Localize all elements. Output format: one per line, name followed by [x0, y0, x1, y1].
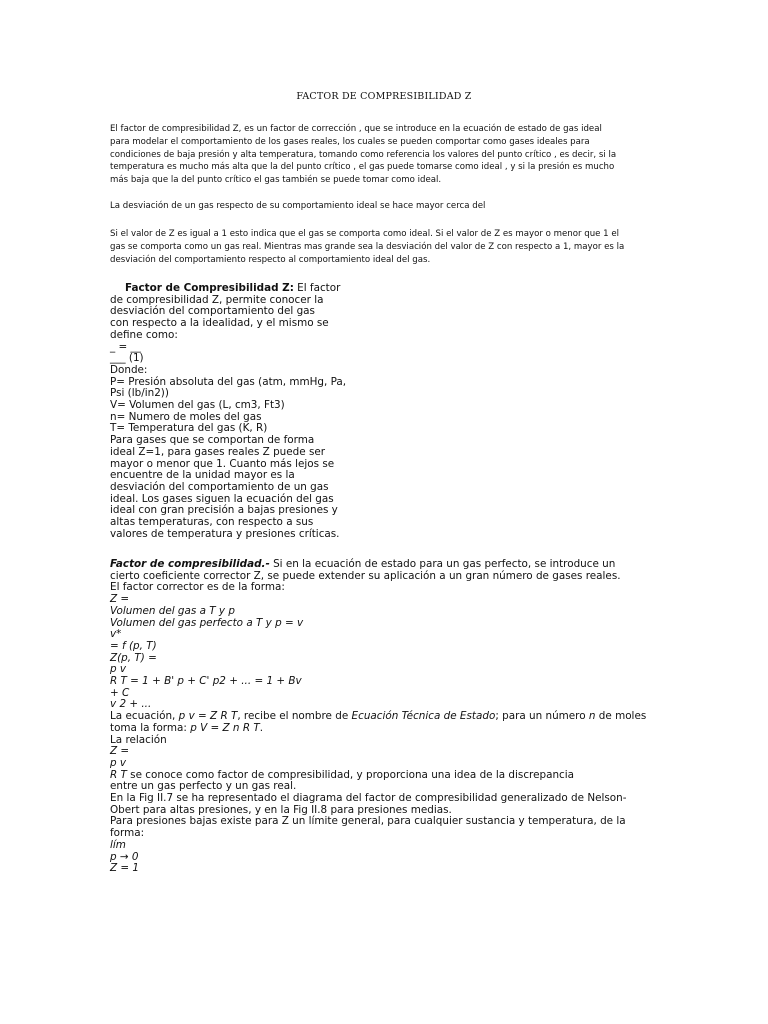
block-heading: Factor de compresibilidad.- — [110, 558, 270, 570]
limit-line: lím — [110, 838, 126, 851]
column-line: Para gases que se comportan de forma — [110, 434, 315, 447]
z-line: Si el valor de Z es igual a 1 esto indica que el gas se comporta como ideal. Si el valor de Z es mayor o menor que 1 el — [110, 229, 620, 239]
column-line: valores de temperatura y presiones críticas. — [110, 527, 340, 540]
deviation-paragraph: La desviación de un gas respecto de su comportamiento ideal se hace mayor cerca del — [110, 201, 486, 211]
column-line: n= Numero de moles del gas — [110, 410, 262, 423]
column-line: desviación del comportamiento del gas — [110, 305, 315, 318]
equation-inline: p v = Z R T — [178, 710, 238, 723]
equation-line: = f (p, T) — [110, 639, 157, 652]
limit-line: p → 0 — [110, 850, 139, 863]
equation-form-line — [110, 723, 670, 735]
text-run: se conoce como factor de compresibilidad, y proporciona una idea de la discrepancia — [126, 768, 574, 781]
intro-line: El factor de compresibilidad Z, es un factor de corrección , que se introduce en la ecuación de estado de gas ideal — [110, 124, 602, 134]
text-run: La ecuación, — [110, 710, 179, 723]
intro-line: temperatura es mucho más alta que la del punto crítico , el gas puede tomarse como ideal , y si la presión es mucho — [110, 162, 615, 173]
text-run: de moles — [595, 710, 647, 723]
equation-line: Z = — [110, 593, 130, 606]
intro-line: condiciones de baja presión y alta temperatura, tomando como referencia los valores del punto crítico , es decir, si la — [110, 149, 617, 160]
z-line: gas se comporta como un gas real. Mientras mas grande sea la desviación del valor de Z con respecto a 1, mayor es la — [110, 241, 625, 252]
equation-line: Volumen del gas perfecto a T y p = v — [110, 616, 304, 629]
column-line: _ = __ — [110, 340, 141, 353]
column-heading-line — [110, 283, 360, 295]
column-line: Donde: — [110, 363, 148, 376]
equation-line: + C — [110, 686, 130, 699]
column-line: ideal con gran precisión a bajas presiones y — [110, 504, 338, 517]
column-heading-rest: El factor — [293, 282, 341, 294]
column-line: encuentre de la unidad mayor es la — [110, 469, 295, 482]
z-value-paragraph — [110, 228, 658, 266]
block-line: El factor corrector es de la forma: — [110, 581, 285, 594]
column-line: ___ (1) — [110, 352, 144, 365]
z-line: desviación del comportamiento respecto al comportamiento ideal del gas. — [110, 254, 431, 265]
column-heading: Factor de Compresibilidad Z: — [125, 282, 294, 294]
block-line: Para presiones bajas existe para Z un límite general, para cualquier sustancia y temperatura, de la — [110, 815, 626, 828]
column-line: altas temperaturas, con respecto a sus — [110, 516, 314, 529]
compressibility-block — [110, 559, 670, 875]
column-line: desviación del comportamiento de un gas — [110, 480, 329, 493]
column-line: T= Temperatura del gas (K, R) — [110, 422, 268, 435]
block-heading-line — [110, 559, 670, 571]
column-line: con respecto a la idealidad, y el mismo se — [110, 317, 329, 330]
column-line: de compresibilidad Z, permite conocer la — [110, 293, 324, 306]
block-line: En la Fig II.7 se ha representado el diagrama del factor de compresibilidad generalizado de Nelson- — [110, 792, 627, 805]
equation-inline: p V = Z n R T — [190, 721, 260, 734]
column-line: mayor o menor que 1. Cuanto más lejos se — [110, 457, 335, 470]
text-run: , recibe el nombre de — [237, 710, 352, 723]
column-line: Psi (lb/in2)) — [110, 387, 169, 400]
equation-line: p v — [110, 663, 127, 676]
equation-line: R T = 1 + B' p + C' p2 + ... = 1 + Bv — [110, 675, 302, 688]
column-line: ideal. Los gases siguen la ecuación del gas — [110, 492, 334, 505]
equation-line: v 2 + ... — [110, 698, 152, 711]
text-run: toma la forma: — [110, 721, 191, 734]
equation-line: v* — [110, 628, 122, 641]
equation-line: Z(p, T) = — [110, 651, 157, 664]
compressibility-column — [110, 283, 360, 540]
column-line: define como: — [110, 328, 178, 341]
intro-paragraph — [110, 123, 658, 187]
block-line: cierto coeficiente corrector Z, se puede extender su aplicación a un gran número de gases reales. — [110, 569, 621, 582]
equation-line: Z = — [110, 745, 130, 758]
block-line: forma: — [110, 827, 145, 840]
text-run: ; para un número — [495, 710, 589, 723]
intro-line: más baja que la del punto crítico el gas también se puede tomar como ideal. — [110, 175, 442, 186]
limit-line: Z = 1 — [110, 862, 140, 875]
equation-name: Ecuación Técnica de Estado — [351, 710, 496, 723]
block-heading-rest: Si en la ecuación de estado para un gas perfecto, se introduce un — [269, 558, 616, 570]
equation-inline: R T — [110, 768, 127, 781]
column-line: ideal Z=1, para gases reales Z puede ser — [110, 445, 326, 458]
text-run: . — [259, 721, 263, 734]
block-line: Obert para altas presiones, y en la Fig II.8 para presiones medias. — [110, 803, 452, 816]
equation-line: p v — [110, 756, 127, 769]
intro-line: para modelar el comportamiento de los gases reales, los cuales se pueden comportar como gases ideales para — [110, 136, 590, 147]
block-line: La relación — [110, 733, 167, 746]
variable-n: n — [588, 710, 596, 723]
equation-line: Volumen del gas a T y p — [110, 604, 235, 617]
column-line: P= Presión absoluta del gas (atm, mmHg, Pa, — [110, 375, 347, 388]
block-line: entre un gas perfecto y un gas real. — [110, 780, 297, 793]
column-line: V= Volumen del gas (L, cm3, Ft3) — [110, 399, 285, 412]
document-title: FACTOR DE COMPRESIBILIDAD Z — [296, 91, 472, 102]
